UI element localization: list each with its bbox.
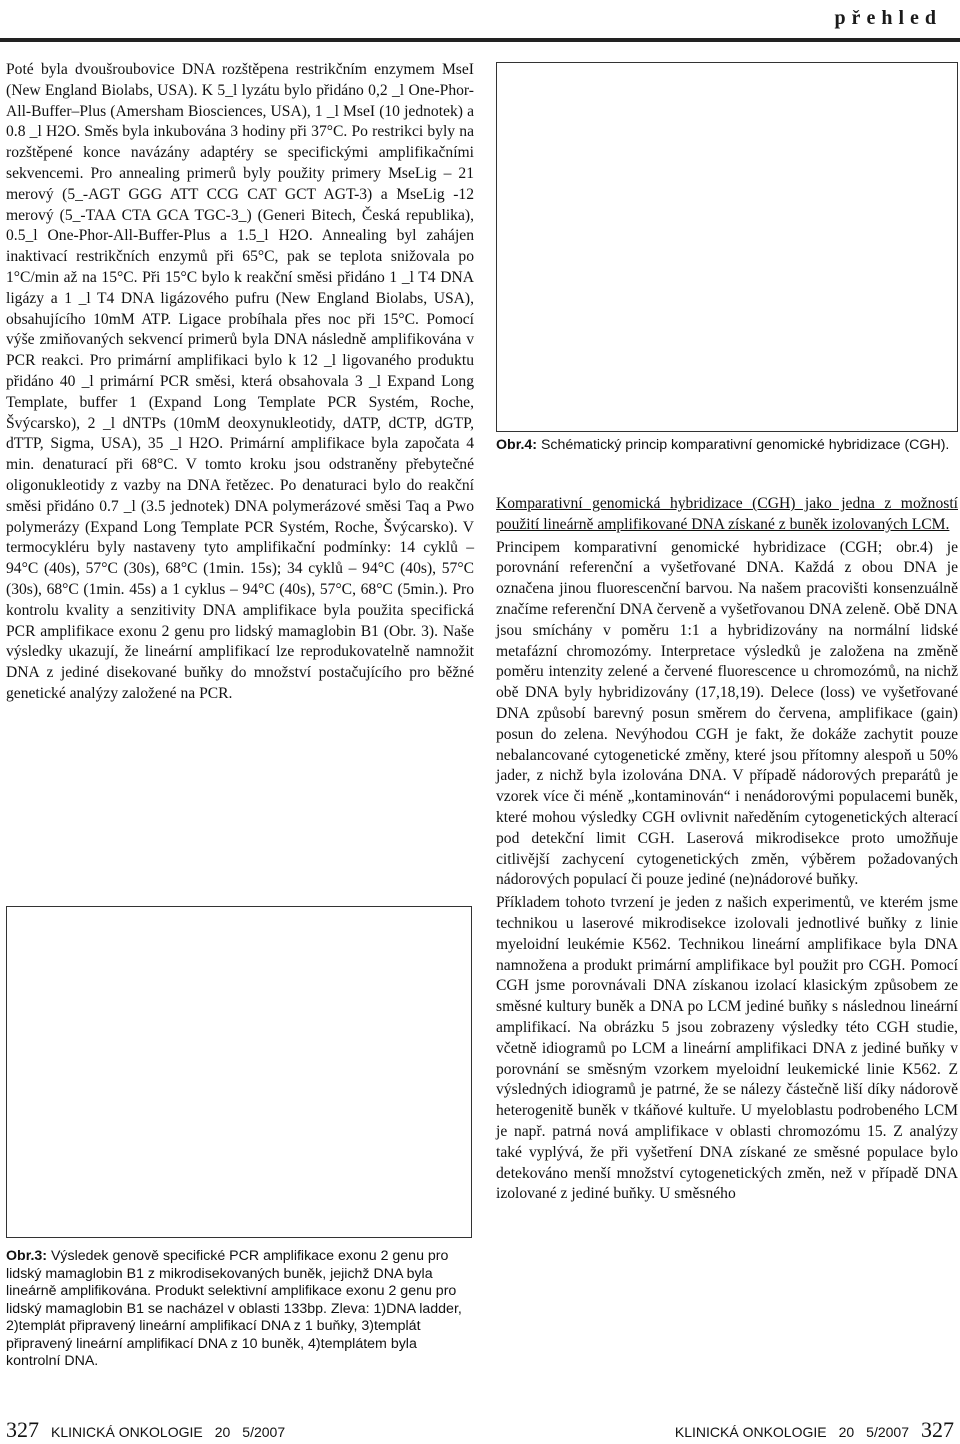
journal-date-right: 5/2007 <box>866 1424 909 1440</box>
figure-4-caption-text: Schématický princip komparativní genomické hybridizace (CGH). <box>537 437 950 453</box>
left-column-text: Poté byla dvoušroubovice DNA rozštěpena restrikčním enzymem MseI (New England Biolabs, USA). K 5_l lyzátu bylo přidáno 0,2 _l One-Phor-All-Buffer–Plus (Amersham Biosciences, USA), 1 _l MseI (10 jednotek) a 0.8 _l H2O. Směs byla inkubována 3 hodiny při 37°C. Po restrikci byly na rozštěpené konce navázány adaptéry se specifickými amplifikačními sekvencemi. Pro annealing primerů byly použity primery MseLig – 21 merový (5_-AGT GGG ATT CCG CAT GCT AGT-3) a MseLig -12 merový (5_-TAA CTA GCA TGC-3_) (Generi Bitech, Česká republika), 0.5_l One-Phor-All-Buffer-Plus a 1.5_l H2O. Annealing byl zahájen inaktivací restrikčních enzymů při 65°C, pak se teplota snižovala po 1°C/min až na 15°C. Při 15°C bylo k reakční směsi přidáno 1 _l T4 DNA ligázy a 1 _l T4 DNA ligázového pufru (New England Biolabs, USA), obsahujícího 10mM ATP. Ligace probíhala přes noc při 15°C. Pomocí výše zmiňovaných sekvencí primerů byla DNA následně amplifikována v PCR reakci. Pro primární amplifikaci bylo k 12 _l ligovaného produktu přidáno 40 _l primární PCR směsi, která obsahovala 3 _l Expand Long Template, buffer 1 (Expand Long Template PCR Systém, Roche, Švýcarsko), 2 _l dNTPs (10mM deoxynukleotidy, dATP, dCTP, dGTP, dTTP, Sigma, USA), 35 _l H2O. Primární amplifikace byla započata 4 min. denaturací při 68°C. V tomto kroku jsou odstraněny přebytečné oligonukleotidy z vazby na DNA řetězec. Po denaturaci bylo do reakční směsi přidáno 0.7 _l (3.5 jednotek) DNA polymerázové směsi Taq a Pwo polymerázy (Expand Long Template PCR Systém, Roche, Švýcarsko). V termocykléru byly nastaveny tyto amplifikační podmínky: 14 cyklů – 94°C (40s), 57°C (30s), 68°C (1min. 15s); 34 cyklů – 94°C (40s), 57°C (30s), 68°C (1min. 45s) a 1 cyklus – 94°C (40s), 57°C, 68°C (5min.). Pro kontrolu kvality a senzitivity DNA amplifikace byla použita specifická PCR amplifikace exonu 2 genu pro lidský mamaglobin B1 (Obr. 3). Naše výsledky ukazují, že lineární amplifikací lze reprodukovatelně namnožit DNA z jediné disekované buňky do množství postačujícího pro běžné genetické analýzy založené na PCR. <box>6 61 474 702</box>
section-title: přehled <box>834 7 942 29</box>
right-paragraph-1: Principem komparativní genomické hybridizace (CGH; obr.4) je porovnání referenční a vyšetřované DNA. Každá z obou DNA je označena jinou fluorescenční barvou. Na našem pracovišti konsenzuálně značíme referenční DNA červeně a vyšetřovanou DNA zeleně. Obě DNA jsou smíchány v poměru 1:1 a hybridizovány na normální lidské metafázní chromozómy. Interpretace výsledků je založena na změně poměru intenzity zelené a červené fluorescence u chromozómů, na nichž obě DNA byly hybridizovány (17,18,19). Delece (loss) ve vyšetřované DNA způsobí barevný posun směrem do červena, amplifikace (gain) posun do zelena. Nevýhodou CGH je fakt, že dokáže zachytit pouze nebalancované cytogenetické změny, které jsou přítomny alespoň u 50% jader, z nichž byla izolována DNA. V případě nádorových preparátů je vzorek více či méně „kontaminován“ i nenádorovými populacemi buněk, které mohou výsledky CGH ovlivnit naředěním cytogenetických alterací pod detekční limit CGH. Laserová mikrodisekce proto umožňuje citlivější zachycení cytogenetických změn, výběrem požadovaných nádorových populací či pouze jediné (ne)nádorové buňky. <box>496 538 958 889</box>
figure-3-label: Obr.3: <box>6 1248 47 1264</box>
header-bar <box>0 0 960 38</box>
left-column <box>6 60 474 705</box>
journal-name-left: KLINICKÁ ONKOLOGIE <box>51 1424 203 1440</box>
section-heading: Komparativní genomická hybridizace (CGH) jako jedna z možností použití lineárně amplifikované DNA získané z buněk izolovaných LCM. <box>496 495 958 533</box>
journal-issue-right: 20 <box>838 1424 855 1440</box>
journal-date-left: 5/2007 <box>242 1424 286 1440</box>
figure-4-image <box>496 62 958 432</box>
figure-4-caption <box>496 437 958 455</box>
right-paragraph-2: Příkladem tohoto tvrzení je jeden z našich experimentů, ve kterém jsme technikou u laserové mikrodisekce izolovali jednotlivé buňky z linie myeloidní leukémie K562. Technikou lineární amplifikace byla DNA namnožena a produkt primární amplifikace byl použit pro CGH. Pomocí CGH jsme porovnávali DNA získanou izolací klasickým způsobem ze směsné kultury buněk a DNA po LCM jediné buňky s následnou lineární amplifikací. Na obrázku 5 jsou zobrazeny výsledky této CGH studie, včetně idiogramů po LCM a lineární amplifikaci DNA z jediné buňky v porovnání se směsným vzorkem myeloidní leukemické linie K562. Z výsledných idiogramů je patrné, že se nálezy částečně liší díky nádorově heterogenitě buněk v tkáňové kultuře. U myeloblastu podrobeného LCM je např. patrná nová amplifikace v oblasti chromozómu 15. Z analýzy také vyplývá, že při vyšetření DNA získané ze směsné populace bylo detekováno menší množství cytogenetických změn, než v případě DNA izolované z jediné buňky. U směsného <box>496 894 958 1203</box>
page-number-right: 327 <box>921 1417 954 1442</box>
journal-name-right: KLINICKÁ ONKOLOGIE <box>674 1424 827 1440</box>
footer-right <box>675 1417 954 1443</box>
figure-3-caption <box>6 1248 474 1371</box>
figure-3-caption-text: Výsledek genově specifické PCR amplifikace exonu 2 genu pro lidský mamaglobin B1 z mikrodisekovaných buněk, jejichž DNA byla lineárně amplifikována. Produkt selektivní amplifikace exonu 2 genu pro lidský mamaglobin B1 se nacházel v oblasti 133bp. Zleva: 1)DNA ladder, 2)templát připravený lineární amplifikací DNA z 1 buňky, 3)templát připravený lineární amplifikací DNA z 10 buněk, 4)templátem byla kontrolní DNA. <box>6 1248 462 1369</box>
footer-left <box>6 1417 285 1443</box>
page-number-left: 327 <box>6 1417 39 1442</box>
figure-4-label: Obr.4: <box>496 437 537 453</box>
header-divider <box>0 38 960 42</box>
right-column <box>496 494 958 1205</box>
figure-3-image <box>6 906 472 1238</box>
journal-issue-left: 20 <box>214 1424 231 1440</box>
